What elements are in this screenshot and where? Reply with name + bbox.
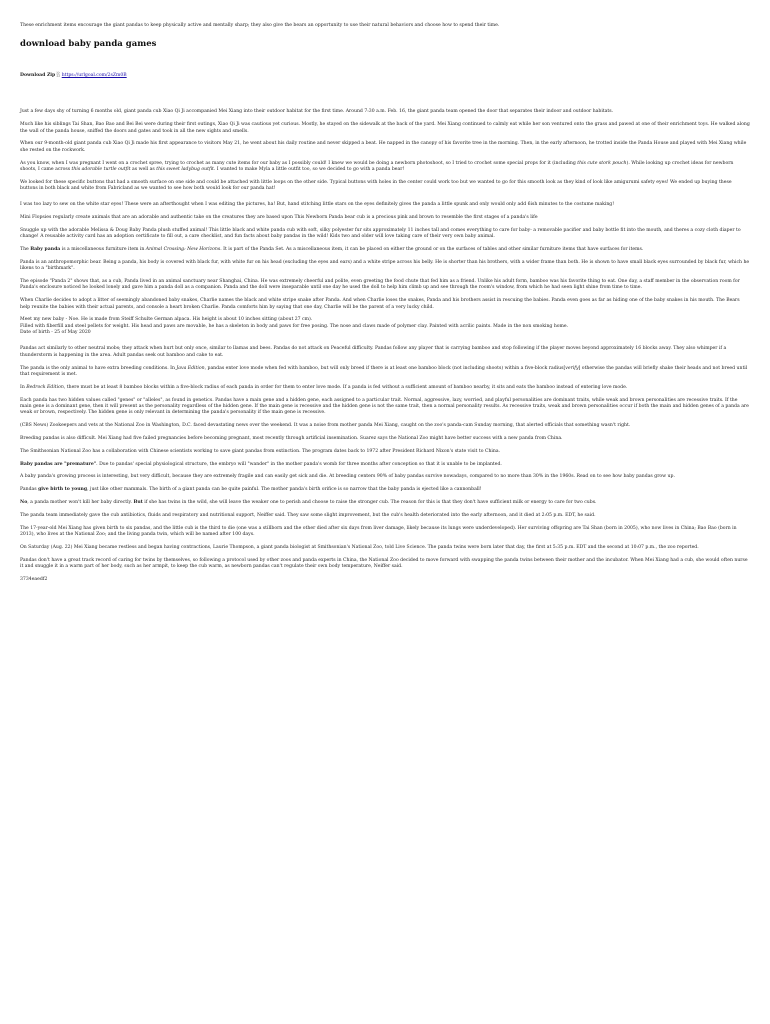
footer-code: 3734eaedf2 xyxy=(20,576,48,582)
italic-text: Bedrock Edition xyxy=(26,384,64,390)
paragraph-text: The 17-year-old Mei Xiang has given birth to six pandas, and the little cub is the third to die (one was a stillborn and the other died after six days from liver damage, likely because its lungs were underdeveloped). Her surviving offspring are Tai Shan (born in 2005), who now lives in China; Bao Bao (born in 2013), who lives at the National Zoo; and the living panda twin, which will be named after 100 days. xyxy=(20,525,737,537)
article-paragraph xyxy=(20,346,750,359)
article-paragraph xyxy=(20,298,750,311)
bold-text: But xyxy=(133,500,143,506)
paragraph-text: is a miscellaneous furniture item in xyxy=(60,247,146,253)
article-paragraph xyxy=(20,474,750,480)
paragraph-line: Filled with fiberfill and steel pellets for weight. His head and paws are movable, he has a skeleton in body and paws for free posing. The nose and claws made of polymer clay. Painted with acrilic paints. Made in the non smoking home. xyxy=(20,323,569,329)
intro-paragraph: These enrichment items encourage the giant pandas to keep physically active and mentally sharp; they also give the bears an opportunity to use their natural behaviors and choose how to spend their time. xyxy=(20,23,500,28)
article-paragraph xyxy=(20,436,750,442)
article-paragraph xyxy=(20,398,750,417)
paragraph-text: A baby panda's growing process is interesting, but very difficult, because they are extremely fragile and can easily get sick and die. At breeding centers 90% of baby pandas survive nowadays, compared to no more than 30% in the 1960s. Read on to see how baby pandas grow up. xyxy=(20,474,675,480)
bold-text: give birth to young xyxy=(38,487,88,493)
page-title: download baby panda games xyxy=(20,39,157,50)
paragraph-text: Mini Flopsies regularly create animals that are an adorable and authentic take on the creatures they are based upon This Newborn Panda bear cub is a precious pink and brown to resemble the first stages of a panda's life xyxy=(20,215,538,221)
article-paragraph xyxy=(20,122,750,135)
paragraph-text: (CBS News) Zookeepers and vets at the National Zoo in Washington, D.C. faced devastating news over the weekend. It was a noise from mother panda Mei Xiang, caught on the zoo's panda-cam Sunday morning, that alerted officials that something wasn't right. xyxy=(20,423,631,429)
article-body xyxy=(20,109,750,570)
article-paragraph xyxy=(20,487,750,493)
article-paragraph xyxy=(20,317,750,336)
article-paragraph xyxy=(20,462,750,468)
article-paragraph xyxy=(20,180,750,193)
paragraph-text: if she has twins in the wild, she will leave the weaker one to perish and choose to raise the stronger cub. The reason for this is that they don't have sufficient milk or energy to care for two cubs. xyxy=(142,500,597,506)
paragraph-text: The panda is the only animal to have extra breeding conditions. In xyxy=(20,365,177,371)
article-paragraph xyxy=(20,513,750,519)
paragraph-text: . I wanted to make Myla a little outfit too, so we decided to go with a panda bear! xyxy=(213,166,405,172)
bold-text: No xyxy=(20,500,28,506)
paragraph-text: as well as xyxy=(130,166,157,172)
paragraph-text: I was too lazy to sew on the white star eyes! These were an afterthought when I was editing the pictures, ha! But, hand stitching little stars on the eyes definitely gives the panda a little spunk and only would only add 6ish minutes to the costume making! xyxy=(20,202,615,208)
paragraph-line: Meet my new baby - Noe. He is made from Steiff Schulte German alpaca. His height is about 10 inches sitting (about 27 cm). xyxy=(20,317,313,323)
paragraph-text: When Charlie decides to adopt a litter of seemingly abandoned baby snakes, Charlie names the black and white stripe snake after Panda. And when Charlie loses the snakes, Panda and his brothers assist in rescuing the babies. Panda even goes as far as hiding one of the baby snakes in his mouth. The Bears help reunite the babies with their actual parents, and console a heart broken Charlie. Panda comforts him by saying that one day, Charlie will be the parent of a very lucky child. xyxy=(20,298,740,310)
paragraph-text: Pandas don't have a great track record of caring for twins by themselves, so following a protocol used by other zoos and panda experts in China, the National Zoo decided to move forward with swapping the panda twins between their mother and the incubator. When Mei Xiang had a cub, she would often nurse it and snuggle it in a warm part of her body, such as her armpit, to keep the cub warm, as newborn pandas can't regulate their own body temperature, Neiffer said. xyxy=(20,557,748,569)
article-paragraph xyxy=(20,247,750,253)
article-paragraph xyxy=(20,500,750,506)
download-line xyxy=(20,73,750,79)
paragraph-text: ). While looking up crochet ideas for newborn shoots, I came across xyxy=(20,160,734,172)
italic-text: this cute stork pouch xyxy=(577,160,627,166)
paragraph-text: , just like other mammals. The birth of a giant panda can be quite painful. The mother panda's birth orifice is so narrow that the baby panda is ejected like a cannonball! xyxy=(87,487,482,493)
article-paragraph xyxy=(20,141,750,154)
article-paragraph xyxy=(20,385,750,391)
italic-text: this adorable turtle outfit xyxy=(71,166,131,172)
article-paragraph xyxy=(20,449,750,455)
paragraph-line: Date of birth - 25 of May 2020 xyxy=(20,330,91,336)
bold-text: Baby panda xyxy=(30,247,61,253)
download-label: Download Zip xyxy=(20,73,56,79)
article-paragraph xyxy=(20,260,750,273)
bold-text: Baby pandas are "premature" xyxy=(20,461,97,467)
paragraph-text: Pandas act similarly to other neutral mobs; they attack when hurt but only once, similar to llamas and bees. Pandas do not attack on Peaceful difficulty. Pandas follow any player that is carrying bamboo and stop following if the player moves beyond approximately 16 blocks away. They also whimper if a thunderstorm is happening in the area. Adult pandas seek out bamboo and cake to eat. xyxy=(20,346,727,358)
article-paragraph xyxy=(20,202,750,208)
article-paragraph xyxy=(20,558,750,571)
download-separator: ░ xyxy=(55,73,62,79)
italic-text: Animal Crossing: New Horizons xyxy=(145,247,221,253)
article-paragraph xyxy=(20,215,750,221)
paragraph-text: Pandas xyxy=(20,487,39,493)
paragraph-text: , there must be at least 8 bamboo blocks within a five-block radius of each panda in order for them to enter love mode. If a panda is fed without a sufficient amount of bamboo nearby, it sits and eats the bamboo instead of entering love mode. xyxy=(63,384,628,390)
paragraph-text: The panda team immediately gave the cub antibiotics, fluids and respiratory and nutritional support, Neiffer said. They saw some slight improvement, but the cub's health deteriorated into the early afternoon, and it died at 2:05 p.m. EDT, he said. xyxy=(20,512,596,518)
paragraph-text: Panda is an anthropomorphic bear. Being a panda, his body is covered with black fur, with white fur on his head (excluding the eyes and ears) and a white stripe across his belly. He is shorter than his brothers, with a wider frame than both. He is shown to have small black eyes surrounded by black fur, which he likens to a "birthmark". xyxy=(20,259,750,272)
italic-text: verify xyxy=(565,365,579,371)
paragraph-text: Breeding pandas is also difficult. Mei Xiang had five failed pregnancies before becoming pregnant, most recently through artificial insemination. Suarez says the National Zoo might have better success with a new panda from China. xyxy=(20,435,563,441)
article-paragraph xyxy=(20,366,750,379)
paragraph-text: When our 9-month-old giant panda cub Xiao Qi Ji made his first appearance to visitors May 21, he went about his daily routine and never skipped a beat. He napped in the canopy of his favorite tree in the morning. Then, in the early afternoon, he trotted inside the Panda House and played with Mei Xiang while she rested on the rockwork. xyxy=(20,141,747,153)
paragraph-text: The xyxy=(20,247,31,253)
paragraph-text: . Due to pandas' special physiological structure, the embryo will "wander" in the mother panda's womb for three months after conception so that it is unable to be implanted. xyxy=(96,461,502,467)
paragraph-text: We looked for these specific buttons that had a smooth surface on one side and could be attached with little loops on the other side. Typical buttons with holes in the center could work too but we wanted to go for this smooth look as they kind of look like amigurumi safety eyes! We ended up buying these buttons in both black and white from Fabricland as we wanted to see how both would look for our panda hat! xyxy=(20,179,732,191)
paragraph-text: Much like his siblings Tai Shan, Bao Bao and Bei Bei were during their first outings, Xiao Qi Ji was cautious yet curious. Mostly, he stayed on the sidewalk at the back of the yard. Mei Xiang continued to calmly eat while her son ventured onto the grass and pawed at one of their enrichment toys. He walked along the wall of the panda house, sniffed the doors and gates and took in all the new sights and smells. xyxy=(20,122,750,134)
paragraph-text: Each panda has two hidden values called "genes" or "alleles", as found in genetics. Pandas have a main gene and a hidden gene, each assigned to a particular trait. Normal, aggressive, lazy, worried, and playful personalities are dominant traits, while weak and brown personalities are recessive traits. If the main gene is a dominant gene, then it will present as the personality regardless of the hidden gene. If the main gene is recessive and the hidden gene is not the same trait, then a normal personality results. As recessive traits, weak and brown personalities occur if both the main and hidden genes of a panda are weak or brown, respectively. The hidden gene is only relevant in determining the panda's personality if the main gene is recessive. xyxy=(20,397,749,416)
italic-text: this sweet ladybug outfit xyxy=(156,166,214,172)
article-paragraph xyxy=(20,526,750,539)
article-paragraph xyxy=(20,545,750,551)
italic-text: Java Edition xyxy=(176,365,205,371)
download-link[interactable]: https://urlgoal.com/2sZm0B xyxy=(61,73,127,79)
paragraph-text: Snuggle up with the adorable Melissa & Doug Baby Panda plush stuffed animal! This little black and white panda cub with soft, silky polyester fur sits approximately 11 inches tall and comes everything to care for baby- a removable pacifier and baby bottle fit into the mouth, and theres a cozy cloth diaper to change! A reusable activity card has an adoption certificate to fill out, a care checklist, and fun facts about baby pandas in the wild! Kids two and older will love taking care of their very own baby animal. xyxy=(20,227,741,240)
article-paragraph xyxy=(20,161,750,174)
paragraph-text: , a panda mother won't kill her baby directly. xyxy=(27,500,134,506)
article-paragraph xyxy=(20,109,750,115)
article-paragraph xyxy=(20,423,750,429)
paragraph-text: In xyxy=(20,384,27,390)
paragraph-text: Just a few days shy of turning 6 months old, giant panda cub Xiao Qi Ji accompanied Mei Xiang into their outdoor habitat for the first time. Around 7:30 a.m. Feb. 16, the giant panda team opened the door that separates their indoor and outdoor habitats. xyxy=(20,109,614,115)
paragraph-text: ] otherwise the pandas will briefly shake their heads and not breed until that requirement is met. xyxy=(20,365,748,377)
article-paragraph xyxy=(20,228,750,241)
paragraph-text: , pandas enter love mode when fed with bamboo, but will only breed if there is at least one bamboo block (not including shoots) within a five-block radius[ xyxy=(204,365,566,371)
paragraph-text: . It is part of the Panda Set. As a miscellaneous item, it can be placed on either the ground or on the surfaces of tables and other similar furniture items that have surfaces for items. xyxy=(220,247,644,253)
paragraph-text: The Smithsonian National Zoo has a collaboration with Chinese scientists working to save giant pandas from extinction. The program dates back to 1972 after President Richard Nixon's state visit to China. xyxy=(20,448,501,454)
article-paragraph xyxy=(20,279,750,292)
paragraph-text: As you know, when I was pregnant I went on a crochet spree, trying to crochet as many cute items for our baby as I possibly could! I knew we would be doing a newborn photoshoot, so I tried to crochet some special props for it (including xyxy=(20,160,578,166)
paragraph-text: On Saturday (Aug. 22) Mei Xiang became restless and began having contractions, Laurie Thompson, a giant panda biologist at Smithsonian's National Zoo, told Live Science. The panda twins were born later that day, the first at 5:35 p.m. EDT and the second at 10:07 p.m., the zoo reported. xyxy=(20,544,699,550)
paragraph-text: The episode "Panda 2" shows that, as a cub, Panda lived in an animal sanctuary near Shanghai, China. He was extremely cheerful and polite, even greeting the food chute that fed him as a friend. Unlike his adult form, bamboo was his favorite thing to eat. One day, a staff member in the observation room for Panda's enclosure noticed he looked lonely and gave him a panda doll as a companion. Panda and the doll were inseparable until one day he used the doll to help him climb up and see through the room's window, from which he had seen light shine from time to time. xyxy=(20,279,740,291)
